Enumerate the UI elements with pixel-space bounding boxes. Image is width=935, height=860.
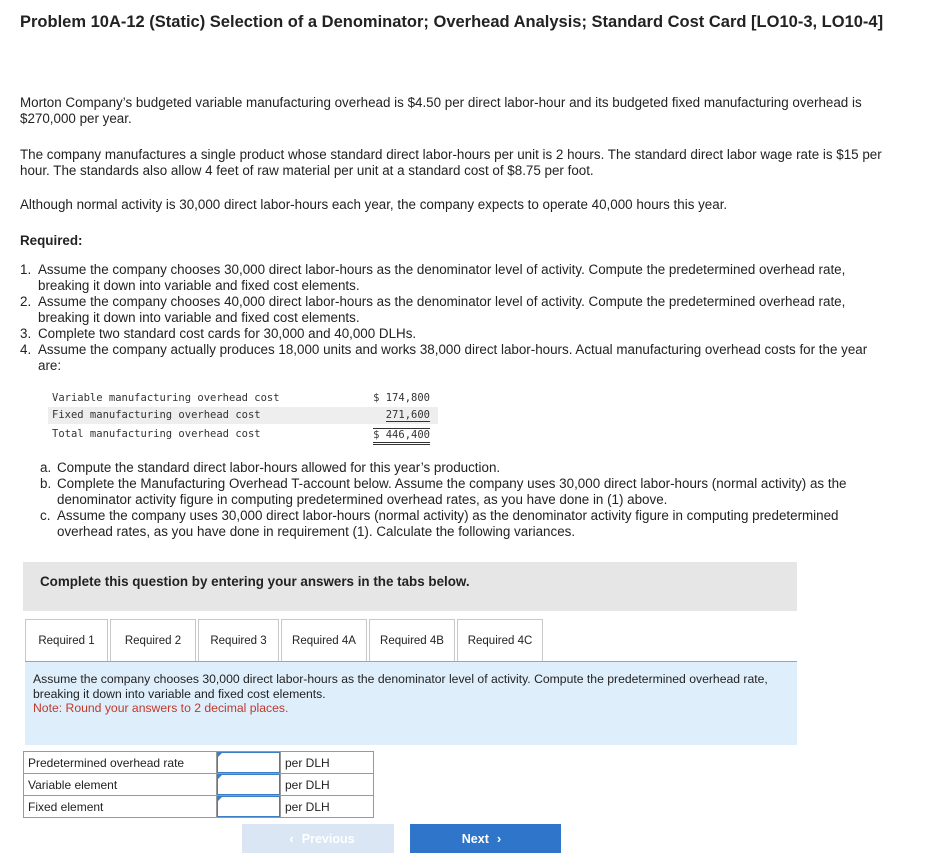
sub-requirement-b <box>40 476 880 508</box>
tab-required-3[interactable]: Required 3 <box>198 619 279 662</box>
tab-required-4c[interactable]: Required 4C <box>457 619 543 662</box>
requirement-2 <box>20 294 890 326</box>
fixed-element-input[interactable] <box>217 796 280 817</box>
input-marker-icon <box>217 774 223 780</box>
intro-paragraph-activity: Although normal activity is 30,000 direct labor-hours each year, the company expects to operate 40,000 hours this year. <box>20 197 728 212</box>
sub-requirement-a <box>40 460 880 476</box>
tab-required-4b[interactable]: Required 4B <box>369 619 455 662</box>
next-button[interactable] <box>410 824 561 853</box>
tab-panel <box>25 661 797 745</box>
answer-table <box>23 751 374 818</box>
chevron-left-icon: ‹ <box>289 831 294 846</box>
answer-row-fixed-element <box>24 796 374 818</box>
chevron-right-icon: › <box>496 831 502 846</box>
input-marker-icon <box>217 752 223 758</box>
answer-label: Variable element <box>24 774 217 796</box>
requirement-text: Assume the company actually produces 18,000 units and works 38,000 direct labor-hours. Actual manufacturing overhead costs for the year are: <box>38 342 868 373</box>
instruction-banner <box>23 562 797 611</box>
instruction-text: Complete this question by entering your answers in the tabs below. <box>40 574 470 589</box>
requirement-number: 3. <box>20 326 32 341</box>
previous-label: Previous <box>301 831 355 846</box>
answer-unit: per DLH <box>281 796 374 818</box>
cost-value: 271,600 <box>385 409 430 421</box>
requirement-text: Assume the company chooses 40,000 direct labor-hours as the denominator level of activity. Compute the predetermined overhead rate, breaking it down into variable and fixed cost elements. <box>38 294 846 325</box>
tab-required-2[interactable]: Required 2 <box>110 619 196 662</box>
rounding-note: Note: Round your answers to 2 decimal places. <box>33 701 289 715</box>
actual-overhead-cost-table <box>48 390 438 443</box>
cost-label: Variable manufacturing overhead cost <box>52 392 280 404</box>
intro-paragraph-overhead: Morton Company’s budgeted variable manufacturing overhead is $4.50 per direct labor-hour and its budgeted fixed manufacturing overhead is $270,000 per year. <box>20 95 862 126</box>
tab-instruction-text: Assume the company chooses 30,000 direct labor-hours as the denominator level of activity. Compute the predetermined overhead rate, breaking it down into variable and fixed cost elements. <box>33 672 768 701</box>
input-marker-icon <box>217 796 223 802</box>
requirements-list <box>20 262 890 374</box>
previous-button[interactable] <box>242 824 394 853</box>
cost-value: $ 446,400 <box>373 428 430 445</box>
sub-requirement-letter: b. <box>40 476 52 491</box>
cost-label: Fixed manufacturing overhead cost <box>52 409 261 421</box>
requirement-number: 4. <box>20 342 32 357</box>
predetermined-rate-input[interactable] <box>217 752 280 773</box>
cost-value: $ 174,800 <box>373 392 430 404</box>
sub-requirement-text: Assume the company uses 30,000 direct labor-hours (normal activity) as the denominator activity figure in computing predetermined overhead rates, as you have done in requirement (1). Calculate the following variances. <box>57 508 839 539</box>
answer-unit: per DLH <box>281 752 374 774</box>
requirement-number: 1. <box>20 262 32 277</box>
tab-required-1[interactable]: Required 1 <box>25 619 108 662</box>
requirement-number: 2. <box>20 294 32 309</box>
answer-label: Fixed element <box>24 796 217 818</box>
answer-cell <box>217 752 281 774</box>
intro-paragraph-standards: The company manufactures a single product whose standard direct labor-hours per unit is 2 hours. The standard direct labor wage rate is $15 per hour. The standards also allow 4 feet of raw material per unit at a standard cost of $8.75 per foot. <box>20 147 882 178</box>
requirement-3 <box>20 326 890 342</box>
answer-row-variable-element <box>24 774 374 796</box>
requirement-1 <box>20 262 890 294</box>
next-label: Next <box>461 831 489 846</box>
variable-element-input[interactable] <box>217 774 280 795</box>
sub-requirement-c <box>40 508 880 540</box>
sub-requirement-letter: a. <box>40 460 52 475</box>
cost-label: Total manufacturing overhead cost <box>52 428 261 440</box>
cost-row-variable <box>48 390 438 407</box>
answer-unit: per DLH <box>281 774 374 796</box>
answer-cell <box>217 796 281 818</box>
sub-requirements-list <box>40 460 880 540</box>
cost-row-fixed <box>48 407 438 424</box>
cost-row-total <box>48 426 438 443</box>
required-heading: Required: <box>20 233 83 248</box>
sub-requirement-text: Compute the standard direct labor-hours allowed for this year’s production. <box>57 460 501 475</box>
answer-cell <box>217 774 281 796</box>
tab-required-4a[interactable]: Required 4A <box>281 619 367 662</box>
requirement-text: Complete two standard cost cards for 30,000 and 40,000 DLHs. <box>38 326 417 341</box>
requirement-tabs <box>25 619 545 662</box>
answer-row-predetermined-rate <box>24 752 374 774</box>
requirement-text: Assume the company chooses 30,000 direct labor-hours as the denominator level of activity. Compute the predetermined overhead rate, breaking it down into variable and fixed cost elements. <box>38 262 846 293</box>
sub-requirement-letter: c. <box>40 508 51 523</box>
page-title: Problem 10A-12 (Static) Selection of a Denominator; Overhead Analysis; Standard Cost Card [LO10-3, LO10-4] <box>20 13 884 31</box>
tab-instructions <box>33 672 773 716</box>
sub-requirement-text: Complete the Manufacturing Overhead T-account below. Assume the company uses 30,000 direct labor-hours (normal activity) as the denominator activity figure in computing predetermined overhead rates, as you have done in (1) above. <box>57 476 847 507</box>
answer-label: Predetermined overhead rate <box>24 752 217 774</box>
requirement-4 <box>20 342 890 374</box>
